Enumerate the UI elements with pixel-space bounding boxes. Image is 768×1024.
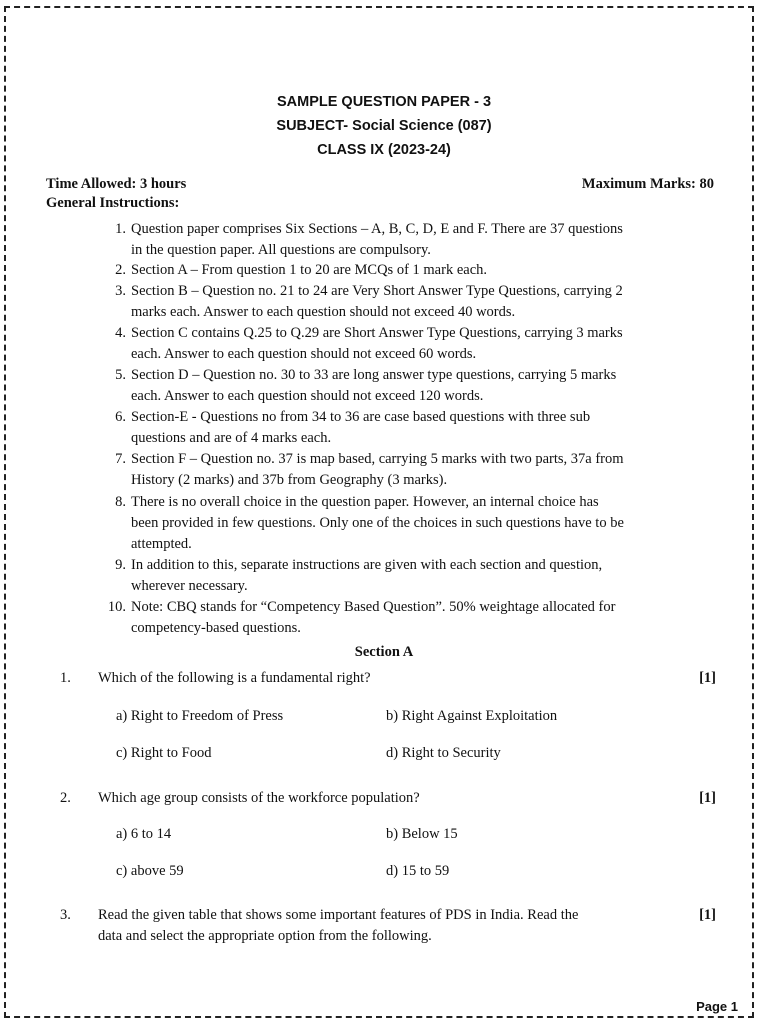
instruction-line: Section B – Question no. 21 to 24 are Very Short Answer Type Questions, carrying 2 bbox=[131, 283, 623, 299]
instruction-line: Section C contains Q.25 to Q.29 are Short Answer Type Questions, carrying 3 marks bbox=[131, 325, 623, 341]
instruction-line: Section-E - Questions no from 34 to 36 are case based questions with three sub bbox=[131, 409, 591, 425]
instruction-line: There is no overall choice in the question paper. However, an internal choice has bbox=[131, 494, 599, 510]
question-text: Read the given table that shows some important features of PDS in India. Read the bbox=[98, 907, 579, 923]
instruction-number: 9. bbox=[115, 557, 126, 573]
instruction-line: been provided in few questions. Only one of the choices in such questions have to be bbox=[131, 515, 624, 531]
page-number: Page 1 bbox=[696, 999, 738, 1014]
instruction-line: Note: CBQ stands for “Competency Based Question”. 50% weightage allocated for bbox=[131, 599, 616, 615]
instruction-number: 3. bbox=[115, 283, 126, 299]
instruction-number: 10. bbox=[107, 599, 126, 615]
option-c: c) Right to Food bbox=[116, 745, 212, 761]
question-mark: [1] bbox=[699, 790, 716, 806]
paper-subject: SUBJECT- Social Science (087) bbox=[276, 118, 492, 134]
option-a: a) 6 to 14 bbox=[116, 826, 172, 842]
instruction-number: 1. bbox=[115, 221, 126, 237]
question-mark: [1] bbox=[699, 907, 716, 923]
instruction-line: Question paper comprises Six Sections – A, B, C, D, E and F. There are 37 questions bbox=[131, 221, 623, 237]
question-text: Which of the following is a fundamental right? bbox=[98, 670, 371, 686]
question-mark: [1] bbox=[699, 670, 716, 686]
instruction-line: marks each. Answer to each question should not exceed 40 words. bbox=[131, 304, 516, 320]
instruction-line: each. Answer to each question should not exceed 120 words. bbox=[131, 388, 484, 404]
section-heading: Section A bbox=[354, 644, 414, 660]
option-c: c) above 59 bbox=[116, 863, 184, 879]
option-d: d) 15 to 59 bbox=[386, 863, 450, 879]
instruction-number: 5. bbox=[115, 367, 126, 383]
option-d: d) Right to Security bbox=[386, 745, 501, 761]
instruction-line: Section F – Question no. 37 is map based, carrying 5 marks with two parts, 37a from bbox=[131, 451, 624, 467]
instruction-number: 7. bbox=[115, 451, 126, 467]
option-b: b) Below 15 bbox=[386, 826, 458, 842]
instruction-number: 2. bbox=[115, 262, 126, 278]
question-text: Which age group consists of the workforce population? bbox=[98, 790, 420, 806]
instruction-line: History (2 marks) and 37b from Geography (3 marks). bbox=[131, 472, 448, 488]
instruction-line: Section A – From question 1 to 20 are MCQs of 1 mark each. bbox=[131, 262, 488, 278]
option-a: a) Right to Freedom of Press bbox=[116, 708, 284, 724]
instruction-number: 8. bbox=[115, 494, 126, 510]
paper-class: CLASS IX (2023-24) bbox=[317, 142, 451, 158]
instruction-line: attempted. bbox=[131, 536, 192, 552]
question-text: data and select the appropriate option from the following. bbox=[98, 928, 432, 944]
question-number: 3. bbox=[60, 907, 71, 923]
instruction-line: in the question paper. All questions are compulsory. bbox=[131, 242, 431, 258]
instruction-number: 4. bbox=[115, 325, 126, 341]
instruction-line: Section D – Question no. 30 to 33 are long answer type questions, carrying 5 marks bbox=[131, 367, 617, 383]
option-b: b) Right Against Exploitation bbox=[386, 708, 558, 724]
instruction-line: competency-based questions. bbox=[131, 620, 301, 636]
instruction-number: 6. bbox=[115, 409, 126, 425]
paper-title: SAMPLE QUESTION PAPER - 3 bbox=[276, 94, 492, 110]
question-number: 2. bbox=[60, 790, 71, 806]
instruction-line: each. Answer to each question should not exceed 60 words. bbox=[131, 346, 477, 362]
time-allowed: Time Allowed: 3 hours bbox=[46, 176, 187, 192]
maximum-marks: Maximum Marks: 80 bbox=[581, 176, 714, 192]
question-number: 1. bbox=[60, 670, 71, 686]
instructions-heading: General Instructions: bbox=[46, 195, 180, 211]
instruction-line: In addition to this, separate instructions are given with each section and question, bbox=[131, 557, 603, 573]
instruction-line: questions and are of 4 marks each. bbox=[131, 430, 332, 446]
instruction-line: wherever necessary. bbox=[131, 578, 248, 594]
